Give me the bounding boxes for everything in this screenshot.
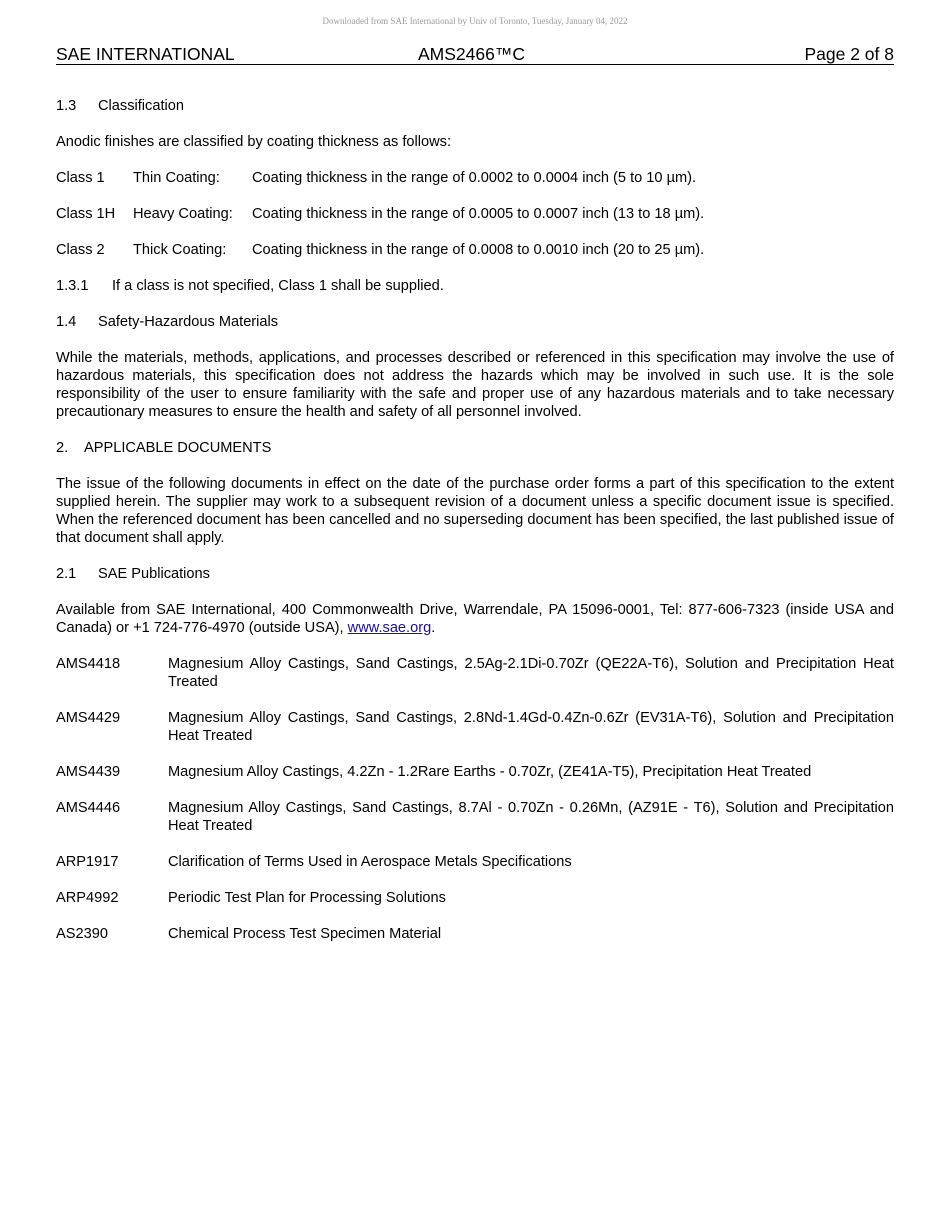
reference-code: AS2390 bbox=[56, 926, 108, 942]
class-description: Coating thickness in the range of 0.0005 to 0.0007 inch (13 to 18 µm). bbox=[252, 206, 705, 222]
page-header bbox=[56, 44, 894, 65]
section-1-3-heading: 1.3 Classification bbox=[56, 98, 184, 114]
header-page-number: Page 2 of 8 bbox=[804, 44, 894, 64]
section-1-3-intro: Anodic finishes are classified by coating thickness as follows: bbox=[56, 134, 452, 150]
class-code: Class 1H bbox=[56, 206, 116, 222]
reference-code: AMS4439 bbox=[56, 764, 121, 780]
reference-code: AMS4429 bbox=[56, 710, 121, 726]
class-name: Heavy Coating: bbox=[133, 206, 233, 222]
class-description: Coating thickness in the range of 0.0002 to 0.0004 inch (5 to 10 µm). bbox=[252, 170, 697, 186]
reference-title: Clarification of Terms Used in Aerospace Metals Specifications bbox=[168, 854, 572, 870]
reference-code: ARP1917 bbox=[56, 854, 119, 870]
download-watermark: Downloaded from SAE International by Univ of Toronto, Tuesday, January 04, 2022 bbox=[322, 16, 628, 26]
reference-title: Periodic Test Plan for Processing Solutions bbox=[168, 890, 446, 906]
reference-code: AMS4446 bbox=[56, 800, 121, 816]
reference-title: Magnesium Alloy Castings, Sand Castings, 8.7Al - 0.70Zn - 0.26Mn, (AZ91E - T6), Solution and Precipitation Heat Treated bbox=[168, 800, 894, 834]
reference-row bbox=[56, 925, 894, 943]
section-1-3-1: 1.3.1 If a class is not specified, Class 1 shall be supplied. bbox=[56, 278, 444, 294]
section-2-heading: 2. APPLICABLE DOCUMENTS bbox=[56, 440, 272, 456]
sae-website-link[interactable]: www.sae.org bbox=[347, 620, 432, 636]
document-body bbox=[56, 97, 894, 943]
reference-title: Magnesium Alloy Castings, Sand Castings, 2.5Ag-2.1Di-0.70Zr (QE22A-T6), Solution and Precipitation Heat Treated bbox=[168, 656, 894, 690]
reference-row bbox=[56, 655, 894, 691]
section-1-4-text: While the materials, methods, applications, and processes described or referenced in this specification may involve the use of hazardous materials, this specification does not address the hazards which may be involved in such use. It is the sole responsibility of the user to ensure familiarity with the safe and proper use of any hazardous materials and to take necessary precautionary measures to ensure the health and safety of all personnel involved. bbox=[56, 350, 894, 420]
class-code: Class 2 bbox=[56, 242, 105, 258]
class-code: Class 1 bbox=[56, 170, 105, 186]
class-name: Thick Coating: bbox=[133, 242, 227, 258]
reference-title: Chemical Process Test Specimen Material bbox=[168, 926, 442, 942]
reference-row bbox=[56, 889, 894, 907]
reference-code: ARP4992 bbox=[56, 890, 119, 906]
section-1-4-heading: 1.4 Safety-Hazardous Materials bbox=[56, 314, 279, 330]
reference-row bbox=[56, 763, 894, 781]
class-row bbox=[56, 169, 894, 187]
section-2-text: The issue of the following documents in effect on the date of the purchase order forms a part of this specification to the extent supplied herein. The supplier may work to a subsequent revision of a document unless a specific document issue is specified. When the referenced document has been cancelled and no superseding document has been specified, the last published issue of that document shall apply. bbox=[56, 476, 894, 546]
class-name: Thin Coating: bbox=[133, 170, 220, 186]
reference-title: Magnesium Alloy Castings, 4.2Zn - 1.2Rare Earths - 0.70Zr, (ZE41A-T5), Precipitation Heat Treated bbox=[168, 764, 812, 780]
section-2-1-heading: 2.1 SAE Publications bbox=[56, 566, 210, 582]
header-doc-id: AMS2466™C bbox=[418, 44, 525, 64]
reference-row bbox=[56, 853, 894, 871]
reference-row bbox=[56, 799, 894, 835]
header-org: SAE INTERNATIONAL bbox=[56, 44, 235, 64]
class-row bbox=[56, 205, 894, 223]
reference-title: Magnesium Alloy Castings, Sand Castings, 2.8Nd-1.4Gd-0.4Zn-0.6Zr (EV31A-T6), Solution and Precipitation Heat Treated bbox=[168, 710, 894, 744]
reference-row bbox=[56, 709, 894, 745]
class-description: Coating thickness in the range of 0.0008 to 0.0010 inch (20 to 25 µm). bbox=[252, 242, 705, 258]
class-row bbox=[56, 241, 894, 259]
reference-code: AMS4418 bbox=[56, 656, 121, 672]
section-2-1-text: Available from SAE International, 400 Commonwealth Drive, Warrendale, PA 15096-0001, Tel: 877-606-7323 (inside USA and Canada) or +1 724-776-4970 (outside USA), www.sae.org. bbox=[56, 602, 894, 636]
